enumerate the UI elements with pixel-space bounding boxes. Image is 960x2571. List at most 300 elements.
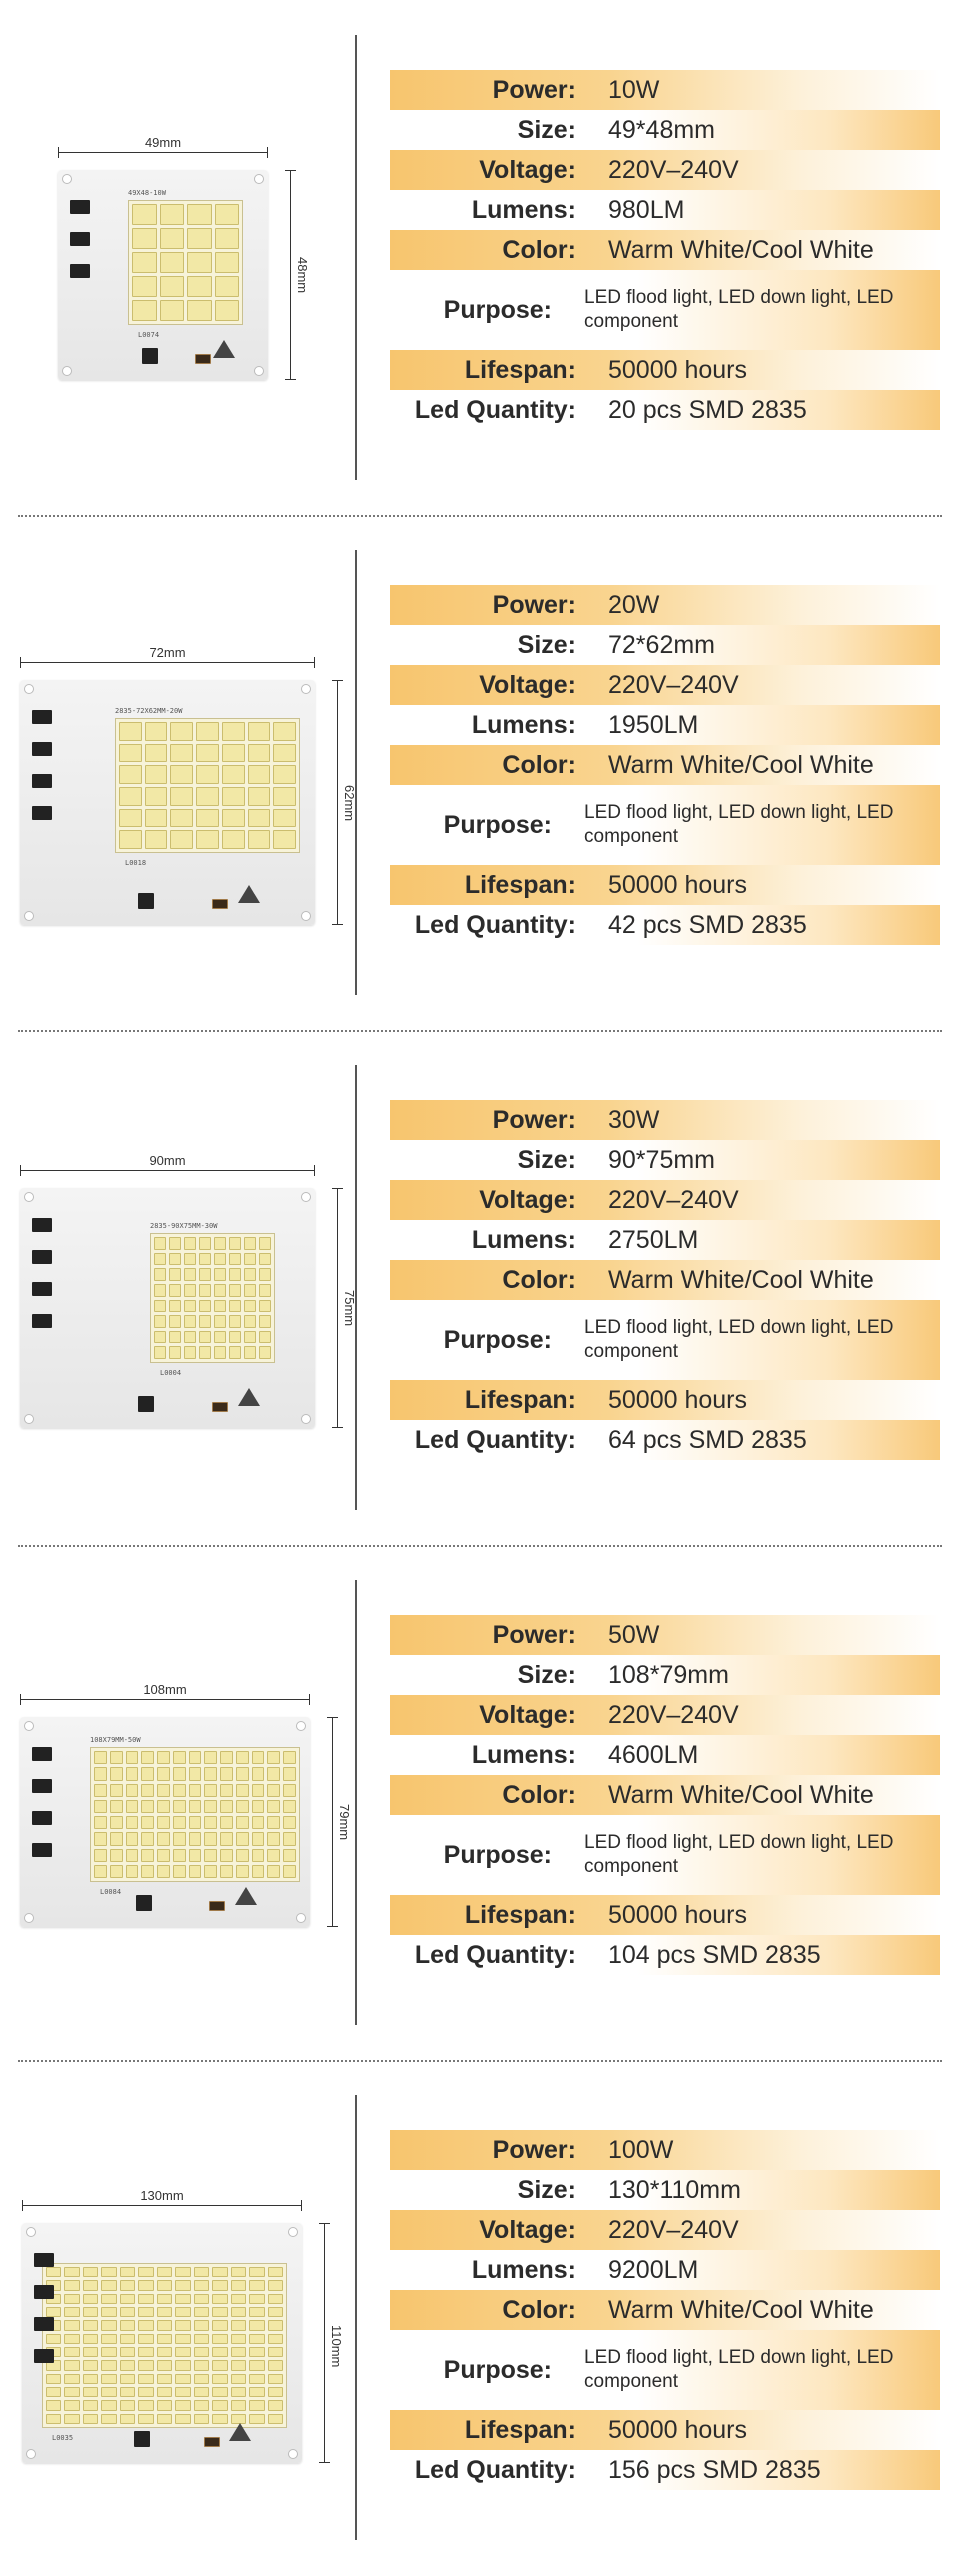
height-dimension-line — [337, 1188, 338, 1428]
driver-ic-chip — [34, 2349, 54, 2363]
smd-led — [249, 2347, 264, 2357]
smd-led — [157, 1767, 170, 1780]
mounting-hole — [24, 1414, 34, 1424]
spec-value-voltage: 220V–240V — [608, 1700, 739, 1729]
smd-led — [184, 1315, 196, 1328]
spec-row-size — [390, 625, 940, 665]
width-dimension-label: 49mm — [144, 135, 182, 150]
smd-led — [169, 1253, 181, 1266]
smd-led — [273, 809, 296, 828]
spec-row-led-quantity — [390, 2450, 940, 2490]
smd-led — [160, 300, 185, 321]
smd-led — [138, 2334, 153, 2344]
smd-led — [231, 2320, 246, 2330]
smd-led — [64, 2400, 79, 2410]
width-dimension-label: 108mm — [143, 1682, 187, 1697]
smd-led — [160, 276, 185, 297]
mounting-hole — [26, 2227, 36, 2237]
resistor — [195, 354, 211, 364]
height-dimension-line — [332, 1717, 333, 1927]
smd-led — [268, 2347, 283, 2357]
smd-led — [220, 1784, 233, 1797]
smd-led — [83, 2307, 98, 2317]
vertical-divider — [355, 2095, 357, 2540]
spec-value-led-quantity: 64 pcs SMD 2835 — [608, 1425, 807, 1454]
mounting-hole — [62, 366, 72, 376]
smd-led — [157, 1784, 170, 1797]
smd-led — [212, 2374, 227, 2384]
smd-led — [169, 1237, 181, 1250]
smd-led — [94, 1767, 107, 1780]
led-array — [42, 2263, 287, 2428]
led-pcb-board-image — [58, 170, 268, 380]
led-array — [115, 718, 300, 853]
spec-label-color: Color: — [502, 750, 576, 779]
smd-led — [249, 2387, 264, 2397]
smd-led — [268, 2307, 283, 2317]
smd-led — [145, 809, 168, 828]
spec-value-led-quantity: 20 pcs SMD 2835 — [608, 395, 807, 424]
spec-value-size: 130*110mm — [608, 2175, 741, 2204]
height-dimension-label: 48mm — [295, 257, 310, 294]
mounting-hole — [24, 911, 34, 921]
smd-led — [268, 2267, 283, 2277]
smd-led — [268, 2360, 283, 2370]
smd-led — [120, 2360, 135, 2370]
smd-led — [46, 2414, 61, 2424]
smd-led — [145, 765, 168, 784]
smd-led — [175, 2267, 190, 2277]
smd-led — [145, 830, 168, 849]
smd-led — [222, 765, 245, 784]
smd-led — [196, 809, 219, 828]
mounting-hole — [24, 684, 34, 694]
smd-led — [244, 1300, 256, 1313]
driver-ic-chip — [32, 1218, 52, 1232]
smd-led — [252, 1816, 265, 1829]
smd-led — [169, 1300, 181, 1313]
smd-led — [259, 1331, 271, 1344]
smd-led — [46, 2387, 61, 2397]
smd-led — [169, 1268, 181, 1281]
smd-led — [83, 2387, 98, 2397]
driver-ic-chip — [70, 264, 90, 278]
spec-label-lumens: Lumens: — [471, 1740, 576, 1769]
smd-led — [138, 2347, 153, 2357]
smd-led — [110, 1751, 123, 1764]
smd-led — [83, 2280, 98, 2290]
smd-led — [175, 2307, 190, 2317]
smd-led — [212, 2294, 227, 2304]
driver-ic-chip — [32, 1747, 52, 1761]
smd-led — [214, 1300, 226, 1313]
smd-led — [249, 2374, 264, 2384]
spec-label-power: Power: — [492, 1105, 576, 1134]
smd-led — [132, 228, 157, 249]
spec-label-led-quantity: Led Quantity: — [414, 1940, 576, 1969]
smd-led — [175, 2280, 190, 2290]
smd-led — [138, 2267, 153, 2277]
spec-value-lumens: 2750LM — [608, 1225, 699, 1254]
smd-led — [252, 1800, 265, 1813]
vertical-divider — [355, 1065, 357, 1510]
smd-led — [249, 2334, 264, 2344]
smd-led — [236, 1849, 249, 1862]
smd-led — [214, 1237, 226, 1250]
resistor — [212, 1402, 228, 1412]
smd-led — [189, 1784, 202, 1797]
smd-led — [83, 2414, 98, 2424]
smd-led — [154, 1346, 166, 1359]
smd-led — [64, 2334, 79, 2344]
smd-led — [268, 2414, 283, 2424]
smd-led — [145, 787, 168, 806]
smd-led — [157, 1751, 170, 1764]
spec-row-power — [390, 2130, 940, 2170]
spec-value-purpose: LED flood light, LED down light, LED component — [584, 1832, 894, 1877]
smd-led — [273, 722, 296, 741]
spec-value-voltage: 220V–240V — [608, 1185, 739, 1214]
smd-led — [126, 1865, 139, 1878]
pcb-model-text: 2835-72X62MM-20W — [115, 707, 183, 715]
smd-led — [101, 2400, 116, 2410]
smd-led — [120, 2400, 135, 2410]
spec-row-color — [390, 1260, 940, 1300]
smd-led — [215, 252, 240, 273]
smd-led — [64, 2267, 79, 2277]
smd-led — [157, 2347, 172, 2357]
height-dimension-line — [337, 680, 338, 925]
smd-led — [46, 2400, 61, 2410]
pcb-model-text: 108X79MM-50W — [90, 1736, 141, 1744]
smd-led — [119, 744, 142, 763]
smd-led — [194, 2360, 209, 2370]
spec-label-size: Size: — [517, 2175, 576, 2204]
smd-led — [249, 2360, 264, 2370]
smd-led — [138, 2400, 153, 2410]
spec-label-color: Color: — [502, 2295, 576, 2324]
width-dimension-line — [20, 1170, 315, 1171]
spec-value-lifespan: 50000 hours — [608, 2415, 748, 2444]
smd-led — [83, 2267, 98, 2277]
smd-led — [120, 2307, 135, 2317]
smd-led — [170, 809, 193, 828]
smd-led — [184, 1346, 196, 1359]
spec-label-led-quantity: Led Quantity: — [414, 1425, 576, 1454]
spec-row-led-quantity — [390, 1935, 940, 1975]
smd-led — [157, 1832, 170, 1845]
driver-ic-chip — [70, 200, 90, 214]
smd-led — [120, 2294, 135, 2304]
smd-led — [212, 2347, 227, 2357]
spec-table — [390, 2130, 940, 2490]
smd-led — [249, 2280, 264, 2290]
driver-ic-chip — [32, 774, 52, 788]
smd-led — [64, 2280, 79, 2290]
pcb-code-text: L0035 — [52, 2434, 74, 2442]
smd-led — [268, 2280, 283, 2290]
smd-led — [236, 1832, 249, 1845]
smd-led — [249, 2294, 264, 2304]
smd-led — [173, 1816, 186, 1829]
height-dimension-label: 79mm — [337, 1804, 352, 1841]
spec-table — [390, 1100, 940, 1460]
driver-ic-chip — [32, 1811, 52, 1825]
smd-led — [141, 1865, 154, 1878]
driver-ic-chip — [34, 2285, 54, 2299]
smd-led — [160, 228, 185, 249]
spec-table — [390, 70, 940, 430]
smd-led — [83, 2374, 98, 2384]
smd-led — [231, 2387, 246, 2397]
smd-led — [252, 1865, 265, 1878]
spec-row-purpose — [390, 1300, 940, 1380]
smd-led — [214, 1284, 226, 1297]
spec-value-led-quantity: 42 pcs SMD 2835 — [608, 910, 807, 939]
smd-led — [187, 228, 212, 249]
smd-led — [169, 1331, 181, 1344]
smd-led — [231, 2280, 246, 2290]
spec-label-purpose: Purpose: — [443, 1840, 552, 1869]
spec-label-lifespan: Lifespan: — [464, 2415, 576, 2444]
smd-led — [141, 1767, 154, 1780]
smd-led — [214, 1331, 226, 1344]
smd-led — [248, 722, 271, 741]
spec-row-power — [390, 1100, 940, 1140]
smd-led — [229, 1284, 241, 1297]
width-dimension-label: 72mm — [149, 645, 186, 660]
smd-led — [46, 2307, 61, 2317]
smd-led — [157, 2360, 172, 2370]
width-dimension-label: 90mm — [149, 1153, 186, 1168]
smd-led — [196, 722, 219, 741]
smd-led — [126, 1751, 139, 1764]
spec-label-lifespan: Lifespan: — [464, 355, 576, 384]
smd-led — [244, 1268, 256, 1281]
smd-led — [173, 1767, 186, 1780]
smd-led — [229, 1253, 241, 1266]
smd-led — [173, 1800, 186, 1813]
smd-led — [157, 1800, 170, 1813]
smd-led — [189, 1816, 202, 1829]
spec-label-led-quantity: Led Quantity: — [414, 395, 576, 424]
spec-label-voltage: Voltage: — [479, 670, 576, 699]
pcb-code-text: L0004 — [160, 1369, 182, 1377]
smd-led — [101, 2267, 116, 2277]
smd-led — [267, 1767, 280, 1780]
spec-value-lifespan: 50000 hours — [608, 1385, 748, 1414]
smd-led — [204, 1865, 217, 1878]
smd-led — [212, 2387, 227, 2397]
smd-led — [273, 765, 296, 784]
smd-led — [46, 2267, 61, 2277]
spec-label-lifespan: Lifespan: — [464, 870, 576, 899]
spec-label-size: Size: — [517, 630, 576, 659]
led-pcb-board-image — [20, 1188, 315, 1428]
smd-led — [101, 2307, 116, 2317]
spec-row-lumens — [390, 1220, 940, 1260]
smd-led — [126, 1832, 139, 1845]
smd-led — [83, 2360, 98, 2370]
smd-led — [248, 744, 271, 763]
smd-led — [141, 1751, 154, 1764]
smd-led — [214, 1268, 226, 1281]
mounting-hole — [254, 174, 264, 184]
smd-led — [199, 1237, 211, 1250]
smd-led — [244, 1315, 256, 1328]
smd-led — [157, 2294, 172, 2304]
smd-led — [231, 2347, 246, 2357]
spec-value-lifespan: 50000 hours — [608, 870, 748, 899]
smd-led — [110, 1832, 123, 1845]
width-dimension-label: 130mm — [140, 2188, 184, 2203]
driver-ic-chip — [32, 1282, 52, 1296]
smd-led — [268, 2400, 283, 2410]
smd-led — [194, 2267, 209, 2277]
smd-led — [101, 2360, 116, 2370]
smd-led — [229, 1268, 241, 1281]
smd-led — [157, 2374, 172, 2384]
smd-led — [189, 1832, 202, 1845]
smd-led — [229, 1300, 241, 1313]
smd-led — [154, 1331, 166, 1344]
driver-ic-chip — [32, 710, 52, 724]
smd-led — [196, 830, 219, 849]
smd-led — [64, 2320, 79, 2330]
smd-led — [215, 204, 240, 225]
smd-led — [236, 1816, 249, 1829]
width-dimension-line — [20, 1699, 310, 1700]
smd-led — [187, 300, 212, 321]
spec-value-color: Warm White/Cool White — [608, 1780, 874, 1809]
smd-led — [184, 1300, 196, 1313]
smd-led — [138, 2387, 153, 2397]
smd-led — [64, 2360, 79, 2370]
smd-led — [138, 2374, 153, 2384]
spec-row-lifespan — [390, 2410, 940, 2450]
spec-label-size: Size: — [517, 1145, 576, 1174]
smd-led — [64, 2307, 79, 2317]
spec-label-lumens: Lumens: — [471, 195, 576, 224]
smd-led — [199, 1268, 211, 1281]
smd-led — [194, 2414, 209, 2424]
spec-label-purpose: Purpose: — [443, 2355, 552, 2384]
spec-value-power: 30W — [608, 1105, 660, 1134]
smd-led — [189, 1849, 202, 1862]
driver-ic-chip — [32, 1779, 52, 1793]
smd-led — [120, 2347, 135, 2357]
smd-led — [83, 2347, 98, 2357]
smd-led — [141, 1816, 154, 1829]
smd-led — [229, 1346, 241, 1359]
driver-ic-chip — [32, 742, 52, 756]
smd-led — [259, 1300, 271, 1313]
spec-label-lumens: Lumens: — [471, 1225, 576, 1254]
smd-led — [110, 1865, 123, 1878]
smd-led — [169, 1284, 181, 1297]
spec-row-voltage — [390, 150, 940, 190]
smd-led — [120, 2374, 135, 2384]
smd-led — [189, 1800, 202, 1813]
smd-led — [101, 2320, 116, 2330]
smd-led — [259, 1346, 271, 1359]
smd-led — [120, 2387, 135, 2397]
smd-led — [138, 2280, 153, 2290]
smd-led — [194, 2334, 209, 2344]
mounting-hole — [26, 2449, 36, 2459]
smd-led — [184, 1253, 196, 1266]
smd-led — [101, 2347, 116, 2357]
smd-led — [194, 2280, 209, 2290]
smd-led — [184, 1237, 196, 1250]
smd-led — [268, 2334, 283, 2344]
high-voltage-warning-icon — [229, 2423, 251, 2441]
smd-led — [120, 2280, 135, 2290]
smd-led — [259, 1253, 271, 1266]
smd-led — [273, 744, 296, 763]
spec-label-lifespan: Lifespan: — [464, 1385, 576, 1414]
spec-value-color: Warm White/Cool White — [608, 2295, 874, 2324]
smd-led — [252, 1784, 265, 1797]
spec-row-purpose — [390, 2330, 940, 2410]
smd-led — [110, 1784, 123, 1797]
spec-label-power: Power: — [492, 75, 576, 104]
smd-led — [154, 1237, 166, 1250]
smd-led — [94, 1849, 107, 1862]
smd-led — [244, 1331, 256, 1344]
smd-led — [236, 1865, 249, 1878]
spec-value-size: 108*79mm — [608, 1660, 729, 1689]
spec-value-color: Warm White/Cool White — [608, 750, 874, 779]
smd-led — [187, 276, 212, 297]
smd-led — [145, 744, 168, 763]
spec-value-color: Warm White/Cool White — [608, 1265, 874, 1294]
smd-led — [101, 2334, 116, 2344]
smd-led — [157, 1816, 170, 1829]
smd-led — [101, 2374, 116, 2384]
smd-led — [64, 2414, 79, 2424]
smd-led — [212, 2360, 227, 2370]
spec-row-lumens — [390, 705, 940, 745]
smd-led — [141, 1800, 154, 1813]
smd-led — [236, 1751, 249, 1764]
section-divider — [18, 515, 942, 517]
spec-label-voltage: Voltage: — [479, 155, 576, 184]
pcb-code-text: L0084 — [100, 1888, 122, 1896]
smd-led — [267, 1849, 280, 1862]
smd-led — [248, 787, 271, 806]
smd-led — [94, 1800, 107, 1813]
spec-row-lifespan — [390, 1380, 940, 1420]
smd-led — [220, 1816, 233, 1829]
smd-led — [214, 1253, 226, 1266]
spec-value-lifespan: 50000 hours — [608, 1900, 748, 1929]
spec-row-power — [390, 70, 940, 110]
spec-label-color: Color: — [502, 1265, 576, 1294]
smd-led — [252, 1767, 265, 1780]
smd-led — [138, 2294, 153, 2304]
smd-led — [120, 2414, 135, 2424]
mounting-hole — [254, 366, 264, 376]
smd-led — [154, 1284, 166, 1297]
smd-led — [231, 2267, 246, 2277]
spec-value-lumens: 1950LM — [608, 710, 699, 739]
smd-led — [236, 1800, 249, 1813]
smd-led — [94, 1784, 107, 1797]
spec-table — [390, 1615, 940, 1975]
smd-led — [231, 2307, 246, 2317]
smd-led — [229, 1237, 241, 1250]
